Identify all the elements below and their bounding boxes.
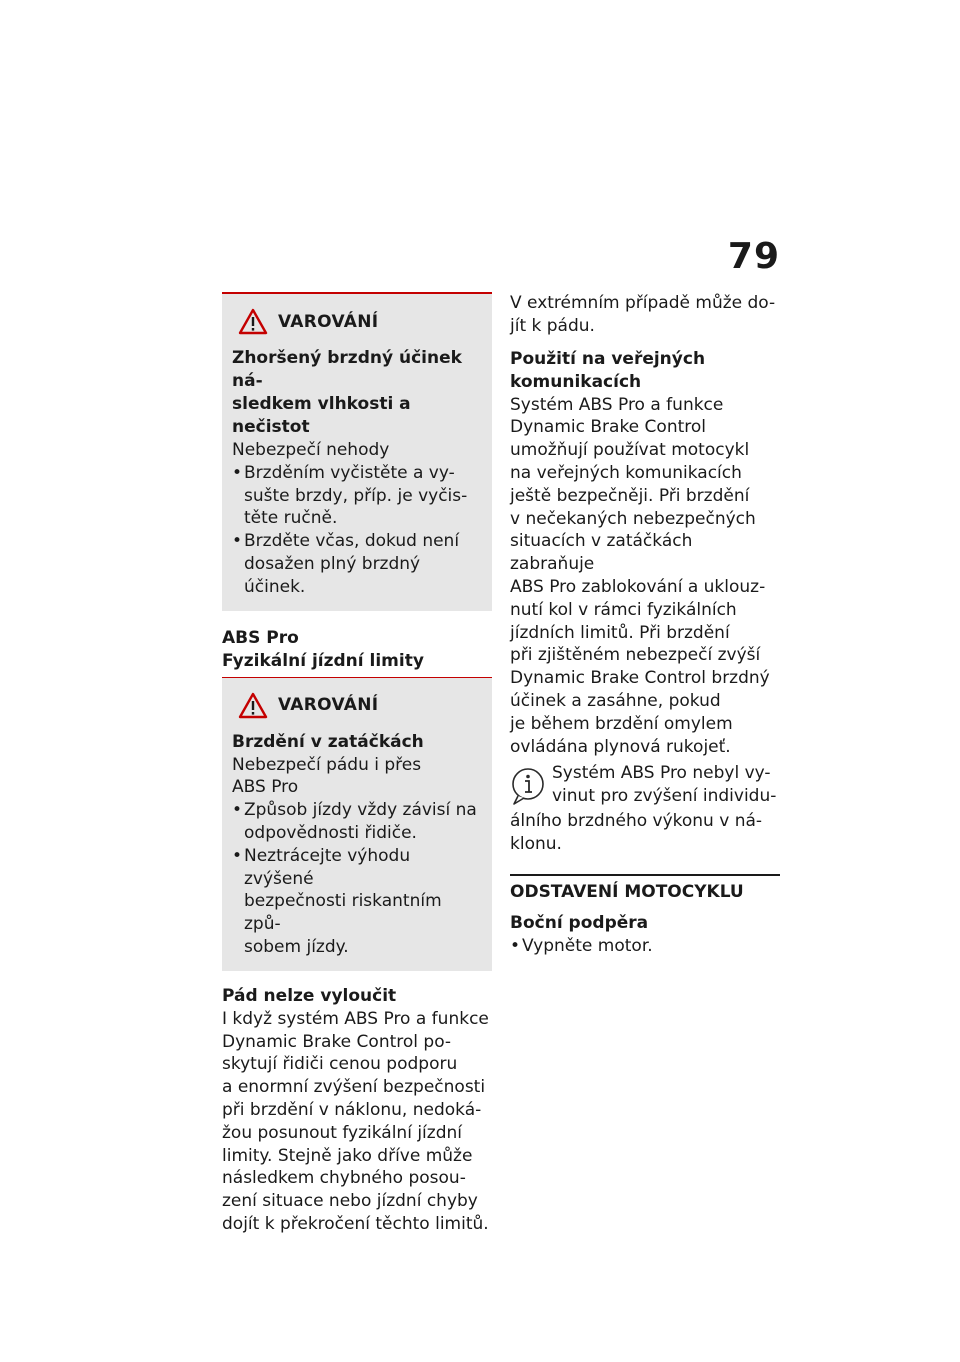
text-line: Dynamic Brake Control xyxy=(510,417,706,438)
text-line: limity. Stejně jako dříve může xyxy=(222,1145,473,1166)
warning-box xyxy=(222,677,492,971)
text-line: vinut pro zvýšení individu- xyxy=(552,786,777,807)
text-line: umožňují používat motocykl xyxy=(510,440,750,461)
text-line: ABS Pro zablokování a uklouz- xyxy=(510,576,766,597)
text-line: ještě bezpečněji. Při brzdění xyxy=(510,485,750,506)
warning-bullets xyxy=(232,462,482,599)
warning-subtitle-line: ABS Pro xyxy=(232,777,299,798)
warning-header xyxy=(232,308,482,335)
left-column xyxy=(222,292,492,1236)
warning-box xyxy=(222,292,492,611)
text-line: v nečekaných nebezpečných xyxy=(510,508,756,529)
text-line: Dynamic Brake Control po- xyxy=(222,1031,452,1052)
text-line: jít k pádu. xyxy=(510,315,595,336)
text-line: je během brzdění omylem xyxy=(510,713,733,734)
list-item: • Vypněte motor. xyxy=(510,935,780,958)
info-note-text xyxy=(552,762,776,810)
text-line: při zjištěném nebezpečí zvýší xyxy=(510,645,761,666)
text-line: dojít k překročení těchto limitů. xyxy=(222,1213,489,1234)
text-line: V extrémním případě může do- xyxy=(510,293,776,313)
abs-pro-heading: ABS Pro xyxy=(222,627,299,648)
text-line: nutí kol v rámci fyzikálních xyxy=(510,599,737,620)
text-line: následkem chybného posou- xyxy=(222,1168,466,1189)
warning-heading-line: sledkem vlhkosti a nečistot xyxy=(232,394,411,437)
side-stand-bullets xyxy=(510,935,780,958)
warning-subtitle: Nebezpečí nehody xyxy=(232,440,390,460)
list-item-line: • Způsob jízdy vždy závisí na xyxy=(244,800,477,821)
warning-header xyxy=(232,692,482,719)
public-roads-paragraph xyxy=(510,394,780,759)
text-line: a enormní zvýšení bezpečnosti xyxy=(222,1077,486,1098)
list-item xyxy=(232,462,482,530)
list-item-line: bezpečnosti riskantním způ- xyxy=(244,891,442,935)
fall-paragraph xyxy=(222,1008,492,1236)
text-line: skytují řidiči cenou podporu xyxy=(222,1054,458,1075)
text-line: situacích v zatáčkách zabraňuje xyxy=(510,531,693,575)
text-line: I když systém ABS Pro a funkce xyxy=(222,1008,489,1029)
fall-heading: Pád nelze vyloučit xyxy=(222,985,397,1006)
warning-bullets xyxy=(232,799,482,959)
text-line: Dynamic Brake Control brzdný xyxy=(510,668,770,689)
warning-heading xyxy=(232,347,482,439)
warning-subtitle xyxy=(232,754,482,800)
text-line: zení situace nebo jízdní chyby xyxy=(222,1191,478,1212)
warning-title: VAROVÁNÍ xyxy=(278,311,379,332)
list-item-line: odpovědnosti řidiče. xyxy=(244,822,417,843)
section-title: ODSTAVENÍ MOTOCYKLU xyxy=(510,874,780,902)
text-line: při brzdění v náklonu, nedoká- xyxy=(222,1099,482,1120)
physical-limits-heading: Fyzikální jízdní limity xyxy=(222,650,424,671)
list-item xyxy=(232,845,482,959)
list-item-line: • Brzděním vyčistěte a vy- xyxy=(244,462,455,483)
text-line: álního brzdného výkonu v ná- xyxy=(510,811,763,832)
warning-triangle-icon xyxy=(238,308,268,335)
text-line: Systém ABS Pro a funkce xyxy=(510,394,724,415)
list-item-line: dosažen plný brzdný účinek. xyxy=(244,553,421,597)
text-line: účinek a zasáhne, pokud xyxy=(510,690,721,711)
list-item-line: sobem jízdy. xyxy=(244,936,349,957)
info-icon-wrap xyxy=(510,762,548,810)
text-line: klonu. xyxy=(510,834,562,855)
list-item-line: těte ručně. xyxy=(244,508,338,529)
page-number: 79 xyxy=(727,236,780,277)
warning-heading-line: Zhoršený brzdný účinek ná- xyxy=(232,348,462,391)
text-line: ovládána plynová rukojeť. xyxy=(510,736,731,757)
list-item-line: • Neztrácejte výhodu zvýšené xyxy=(244,845,411,889)
text-line: na veřejných komunikacích xyxy=(510,462,742,483)
list-item-line: sušte brzdy, příp. je vyčis- xyxy=(244,485,468,506)
list-item-line: • Brzděte včas, dokud není xyxy=(244,531,460,552)
warning-subtitle-line: Nebezpečí pádu i přes xyxy=(232,754,422,775)
info-note-continued xyxy=(510,810,780,856)
text-line: žou posunout fyzikální jízdní xyxy=(222,1122,462,1143)
heading-line: komunikacích xyxy=(510,371,642,392)
list-item xyxy=(232,799,482,845)
side-stand-heading: Boční podpěra xyxy=(510,912,649,933)
warning-heading: Brzdění v zatáčkách xyxy=(232,731,424,752)
warning-triangle-icon xyxy=(238,692,268,719)
public-roads-heading xyxy=(510,348,780,394)
warning-title: VAROVÁNÍ xyxy=(278,695,379,716)
text-line: jízdních limitů. Při brzdění xyxy=(510,622,730,643)
info-note xyxy=(510,762,780,810)
right-column xyxy=(510,292,780,958)
text-line: Systém ABS Pro nebyl vy- xyxy=(552,763,771,784)
intro-paragraph xyxy=(510,292,780,338)
info-icon xyxy=(510,766,548,806)
heading-line: Použití na veřejných xyxy=(510,348,706,369)
list-item xyxy=(232,530,482,598)
